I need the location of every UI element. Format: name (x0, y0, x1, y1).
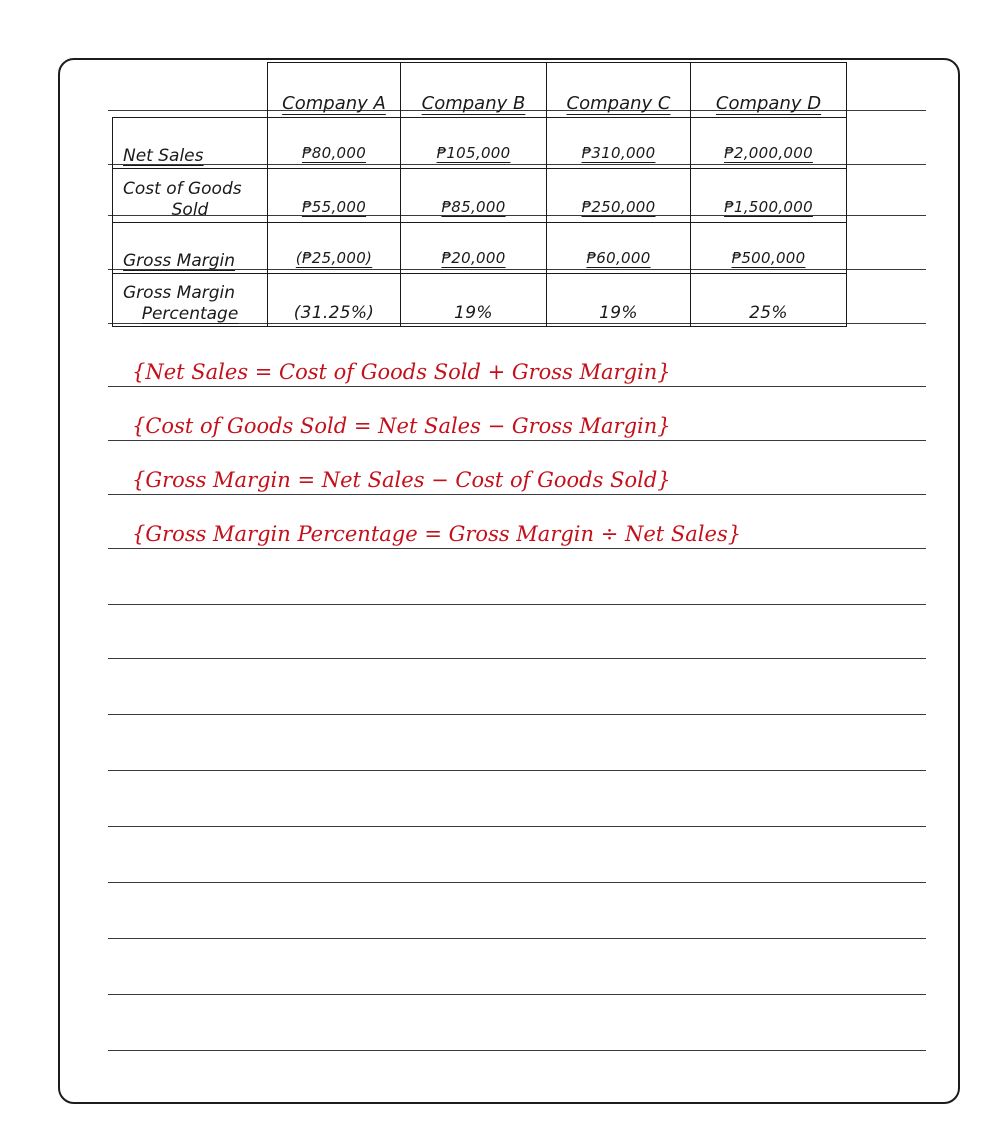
table-cell (268, 223, 401, 274)
table-row-cogs (113, 169, 847, 223)
cell-value: ₱80,000 (301, 144, 367, 162)
cell-value: ₱85,000 (441, 198, 506, 216)
row-label-line: Percentage (141, 304, 239, 324)
row-label-line: Gross Margin (123, 283, 236, 303)
column-header (268, 63, 401, 118)
table-cell (547, 274, 691, 327)
row-label-cell (113, 223, 268, 274)
table-cell (401, 223, 547, 274)
row-label-line: Cost of Goods (123, 179, 242, 199)
row-label-line: Sold (171, 200, 209, 220)
cell-value: 19% (599, 303, 638, 323)
formula-gross-margin-percentage: {Gross Margin Percentage = Gross Margin ÷ Net Sales} (132, 522, 742, 546)
table-cell (401, 274, 547, 327)
table-cell (691, 223, 847, 274)
table-header-row (113, 63, 847, 118)
table-cell (547, 169, 691, 223)
formula-cost-of-goods-sold: {Cost of Goods Sold = Net Sales − Gross Margin} (132, 414, 671, 438)
table-cell (268, 118, 401, 169)
ruled-line (108, 494, 926, 495)
ruled-line (108, 714, 926, 715)
ruled-line (108, 604, 926, 605)
cell-value: ₱250,000 (581, 198, 656, 216)
row-label-cell (113, 169, 268, 223)
cell-value: ₱20,000 (441, 249, 506, 267)
ruled-line (108, 882, 926, 883)
formula-gross-margin: {Gross Margin = Net Sales − Cost of Goods Sold} (132, 468, 671, 492)
cell-value: ₱60,000 (586, 249, 651, 267)
table-cell (547, 223, 691, 274)
cell-value: ₱310,000 (581, 144, 656, 162)
ruled-line (108, 386, 926, 387)
formula-net-sales: {Net Sales = Cost of Goods Sold + Gross Margin} (132, 360, 671, 384)
cell-value: (₱25,000) (295, 249, 373, 267)
row-label-cell (113, 274, 268, 327)
column-header-label: Company C (566, 93, 671, 114)
table-row-net-sales (113, 118, 847, 169)
cell-value: ₱2,000,000 (724, 144, 813, 162)
column-header-label: Company B (421, 93, 526, 114)
cell-value: ₱55,000 (301, 198, 367, 216)
table-cell (547, 118, 691, 169)
table-cell (268, 274, 401, 327)
notebook-page (58, 58, 960, 1104)
table-cell (401, 118, 547, 169)
column-header (401, 63, 547, 118)
table-cell (691, 118, 847, 169)
column-header (691, 63, 847, 118)
cell-value: (31.25%) (293, 303, 375, 323)
table-row-gross-margin-percentage (113, 274, 847, 327)
ruled-line (108, 658, 926, 659)
cell-value: ₱105,000 (436, 144, 511, 162)
table-cell (691, 169, 847, 223)
table-cell (691, 274, 847, 327)
column-header (547, 63, 691, 118)
ruled-line (108, 770, 926, 771)
ruled-line (108, 440, 926, 441)
column-header-label: Company D (715, 93, 822, 114)
table-corner-cell (113, 63, 268, 118)
row-label-cell (113, 118, 268, 169)
ruled-line (108, 994, 926, 995)
ruled-line (108, 1050, 926, 1051)
row-label: Gross Margin (123, 251, 236, 271)
cell-value: ₱500,000 (731, 249, 806, 267)
table-cell (268, 169, 401, 223)
ruled-line (108, 826, 926, 827)
cell-value: 25% (749, 303, 788, 323)
table-cell (401, 169, 547, 223)
gross-margin-table (112, 62, 847, 327)
ruled-line (108, 938, 926, 939)
row-label: Net Sales (123, 146, 204, 166)
table-row-gross-margin (113, 223, 847, 274)
cell-value: ₱1,500,000 (724, 198, 813, 216)
ruled-line (108, 548, 926, 549)
cell-value: 19% (454, 303, 493, 323)
column-header-label: Company A (282, 93, 386, 114)
